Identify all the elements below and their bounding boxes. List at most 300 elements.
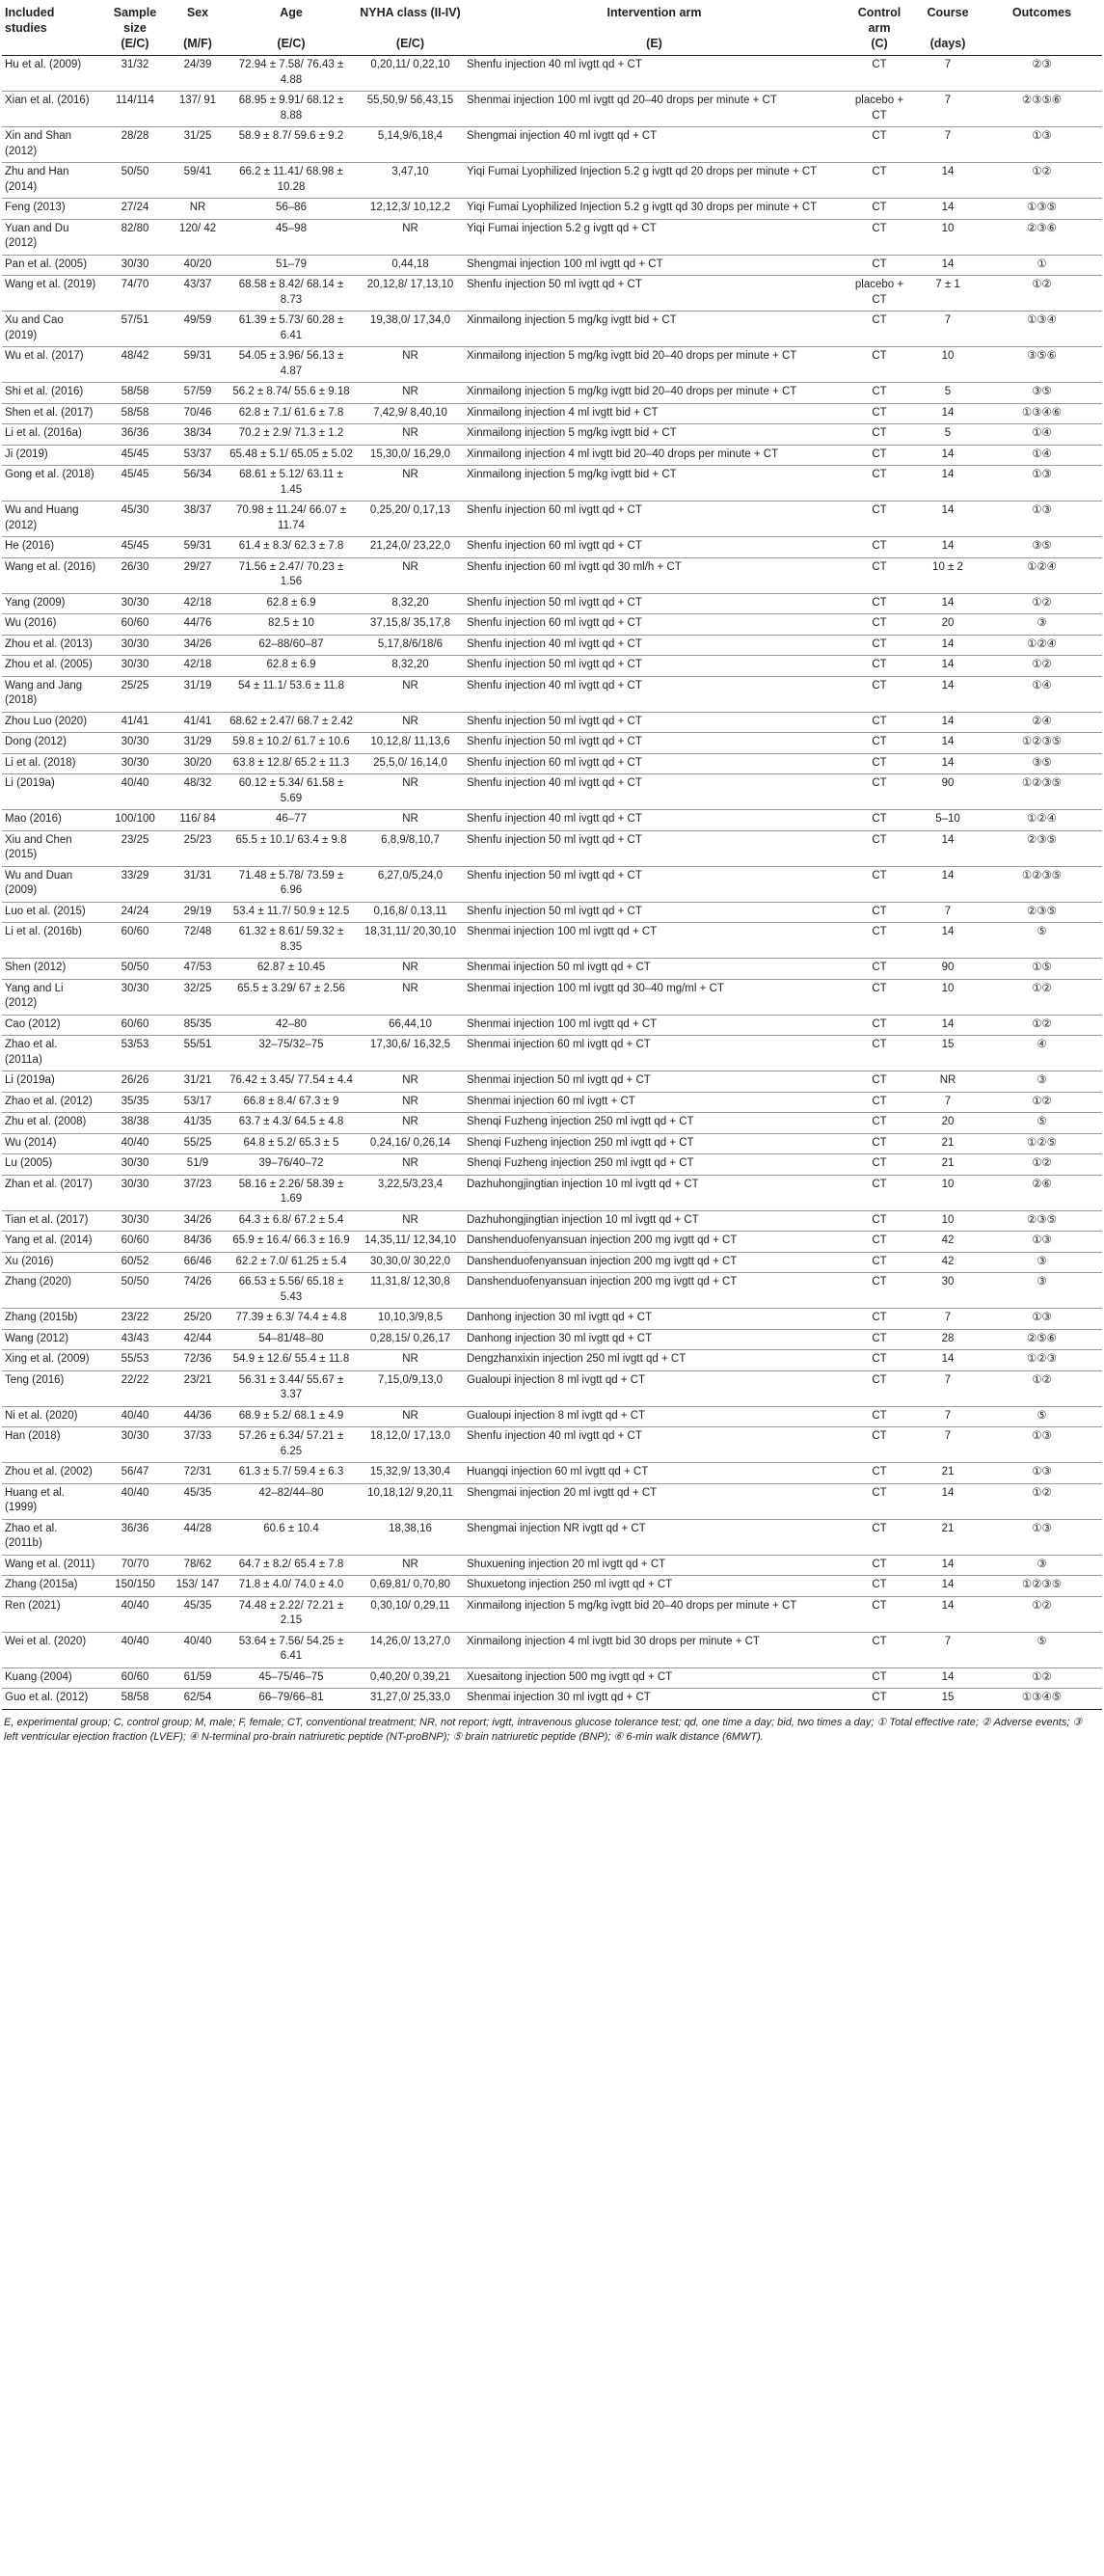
- cell-nyha: NR: [357, 219, 464, 255]
- cell-sex: 72/36: [170, 1350, 226, 1371]
- cell-intervention: Dazhuhongjingtian injection 10 ml ivgtt qd + CT: [464, 1175, 845, 1210]
- cell-sample-size: 53/53: [100, 1036, 170, 1071]
- table-row: [2, 312, 1102, 347]
- cell-outcomes: ①③: [982, 502, 1102, 537]
- cell-nyha: 0,16,8/ 0,13,11: [357, 902, 464, 923]
- cell-age: 32–75/32–75: [226, 1036, 357, 1071]
- cell-outcomes: ①②: [982, 1668, 1102, 1689]
- table-row: [2, 1309, 1102, 1330]
- cell-course: 21: [914, 1154, 982, 1176]
- cell-course: 14: [914, 753, 982, 774]
- cell-intervention: Shenfu injection 40 ml ivgtt qd + CT: [464, 774, 845, 810]
- cell-sex: 116/ 84: [170, 810, 226, 831]
- cell-age: 62.87 ± 10.45: [226, 959, 357, 980]
- cell-sex: 61/59: [170, 1668, 226, 1689]
- cell-sample-size: 25/25: [100, 676, 170, 712]
- col-subheader-control: (C): [845, 36, 914, 56]
- cell-course: NR: [914, 1071, 982, 1093]
- cell-sample-size: 26/30: [100, 557, 170, 593]
- cell-sample-size: 40/40: [100, 774, 170, 810]
- cell-study: Li (2019a): [2, 774, 100, 810]
- cell-intervention: Yiqi Fumai Lyophilized Injection 5.2 g ivgtt qd 20 drops per minute + CT: [464, 163, 845, 199]
- cell-intervention: Danshenduofenyansuan injection 200 mg ivgtt qd + CT: [464, 1232, 845, 1253]
- table-footnote: E, experimental group; C, control group; M, male; F, female; CT, conventional treatment; NR, not report; ivgtt, intravenous glucose tolerance test; qd, one time a day; bid, two times a day; ① Total effective rate; ② Adverse events; ③ left ventricular ejection fraction (LVEF); ④ N-terminal pro-brain natriuretic peptide (NT-proBNP); ⑤ brain natriuretic peptide (BNP); ⑥ 6-min walk distance (6MWT).: [4, 1716, 1083, 1743]
- cell-sex: 72/31: [170, 1463, 226, 1484]
- cell-sample-size: 60/60: [100, 1015, 170, 1036]
- cell-sex: 25/20: [170, 1309, 226, 1330]
- cell-control: CT: [845, 383, 914, 404]
- cell-sample-size: 60/52: [100, 1252, 170, 1273]
- cell-study: Yang and Li (2012): [2, 979, 100, 1015]
- cell-study: Zhou et al. (2002): [2, 1463, 100, 1484]
- table-row: [2, 56, 1102, 92]
- table-row: [2, 1210, 1102, 1232]
- cell-sample-size: 30/30: [100, 1427, 170, 1463]
- table-row: [2, 593, 1102, 614]
- cell-intervention: Shenfu injection 50 ml ivgtt qd + CT: [464, 830, 845, 866]
- cell-sample-size: 30/30: [100, 1175, 170, 1210]
- cell-course: 14: [914, 502, 982, 537]
- cell-course: 42: [914, 1232, 982, 1253]
- table-row: [2, 1092, 1102, 1113]
- cell-course: 7: [914, 56, 982, 92]
- cell-study: Wu and Huang (2012): [2, 502, 100, 537]
- table-row: [2, 403, 1102, 424]
- cell-intervention: Shenmai injection 100 ml ivgtt qd 20–40 drops per minute + CT: [464, 92, 845, 127]
- cell-age: 68.62 ± 2.47/ 68.7 ± 2.42: [226, 712, 357, 733]
- col-subheader-course: (days): [914, 36, 982, 56]
- table-row: [2, 219, 1102, 255]
- cell-intervention: Shenfu injection 50 ml ivgtt qd + CT: [464, 866, 845, 902]
- cell-control: CT: [845, 830, 914, 866]
- cell-nyha: 7,15,0/9,13,0: [357, 1370, 464, 1406]
- table-row: [2, 92, 1102, 127]
- table-row: [2, 1463, 1102, 1484]
- cell-control: CT: [845, 1463, 914, 1484]
- col-header-control: Control arm: [857, 6, 902, 35]
- cell-age: 74.48 ± 2.22/ 72.21 ± 2.15: [226, 1596, 357, 1632]
- cell-age: 70.98 ± 11.24/ 66.07 ± 11.74: [226, 502, 357, 537]
- cell-study: Wu (2016): [2, 614, 100, 636]
- cell-sex: 29/19: [170, 902, 226, 923]
- cell-study: Li (2019a): [2, 1071, 100, 1093]
- cell-intervention: Shuxuening injection 20 ml ivgtt qd + CT: [464, 1555, 845, 1576]
- cell-nyha: 0,28,15/ 0,26,17: [357, 1329, 464, 1350]
- table-row: [2, 614, 1102, 636]
- cell-control: CT: [845, 163, 914, 199]
- col-header-course: Course: [927, 6, 969, 19]
- cell-outcomes: ⑤: [982, 1632, 1102, 1668]
- cell-age: 64.3 ± 6.8/ 67.2 ± 5.4: [226, 1210, 357, 1232]
- cell-sample-size: 41/41: [100, 712, 170, 733]
- cell-intervention: Shenfu injection 50 ml ivgtt qd + CT: [464, 593, 845, 614]
- cell-sample-size: 35/35: [100, 1092, 170, 1113]
- cell-intervention: Xuesaitong injection 500 mg ivgtt qd + CT: [464, 1668, 845, 1689]
- cell-study: Ni et al. (2020): [2, 1406, 100, 1427]
- cell-outcomes: ③: [982, 1252, 1102, 1273]
- table-row: [2, 1406, 1102, 1427]
- cell-nyha: 5,17,8/6/18/6: [357, 635, 464, 656]
- cell-age: 64.7 ± 8.2/ 65.4 ± 7.8: [226, 1555, 357, 1576]
- cell-age: 65.48 ± 5.1/ 65.05 ± 5.02: [226, 445, 357, 466]
- cell-course: 7 ± 1: [914, 276, 982, 312]
- cell-sex: 25/23: [170, 830, 226, 866]
- cell-sample-size: 23/22: [100, 1309, 170, 1330]
- table-row: [2, 1370, 1102, 1406]
- cell-control: CT: [845, 1273, 914, 1309]
- cell-study: Wang et al. (2016): [2, 557, 100, 593]
- cell-control: CT: [845, 902, 914, 923]
- table-row: [2, 1483, 1102, 1519]
- cell-intervention: Shenfu injection 40 ml ivgtt qd + CT: [464, 676, 845, 712]
- cell-control: CT: [845, 866, 914, 902]
- col-subheader-sample-size: (E/C): [100, 36, 170, 56]
- cell-study: Li et al. (2016a): [2, 424, 100, 446]
- cell-course: 14: [914, 830, 982, 866]
- cell-course: 20: [914, 1113, 982, 1134]
- cell-intervention: Shenqi Fuzheng injection 250 ml ivgtt qd + CT: [464, 1113, 845, 1134]
- cell-study: Wang et al. (2019): [2, 276, 100, 312]
- cell-control: CT: [845, 656, 914, 677]
- cell-sex: 29/27: [170, 557, 226, 593]
- cell-nyha: 55,50,9/ 56,43,15: [357, 92, 464, 127]
- cell-sample-size: 23/25: [100, 830, 170, 866]
- cell-outcomes: ⑤: [982, 1113, 1102, 1134]
- cell-sample-size: 114/114: [100, 92, 170, 127]
- table-row: [2, 1175, 1102, 1210]
- cell-intervention: Yiqi Fumai injection 5.2 g ivgtt qd + CT: [464, 219, 845, 255]
- cell-study: Gong et al. (2018): [2, 466, 100, 502]
- table-row: [2, 830, 1102, 866]
- cell-outcomes: ①②: [982, 1154, 1102, 1176]
- cell-course: 14: [914, 1015, 982, 1036]
- cell-control: CT: [845, 466, 914, 502]
- cell-nyha: NR: [357, 1350, 464, 1371]
- cell-control: CT: [845, 733, 914, 754]
- cell-study: Hu et al. (2009): [2, 56, 100, 92]
- cell-outcomes: ①③: [982, 466, 1102, 502]
- cell-outcomes: ①⑤: [982, 959, 1102, 980]
- cell-intervention: Shenfu injection 50 ml ivgtt qd + CT: [464, 902, 845, 923]
- cell-sample-size: 36/36: [100, 424, 170, 446]
- cell-outcomes: ②③⑤⑥: [982, 92, 1102, 127]
- cell-age: 58.9 ± 8.7/ 59.6 ± 9.2: [226, 127, 357, 163]
- cell-nyha: 18,38,16: [357, 1519, 464, 1555]
- cell-study: Yang (2009): [2, 593, 100, 614]
- cell-course: 42: [914, 1252, 982, 1273]
- cell-sex: 24/39: [170, 56, 226, 92]
- cell-sex: 41/35: [170, 1113, 226, 1134]
- cell-age: 77.39 ± 6.3/ 74.4 ± 4.8: [226, 1309, 357, 1330]
- cell-intervention: Xinmailong injection 5 mg/kg ivgtt bid 20–40 drops per minute + CT: [464, 347, 845, 383]
- table-row: [2, 753, 1102, 774]
- cell-sample-size: 33/29: [100, 866, 170, 902]
- cell-nyha: 0,24,16/ 0,26,14: [357, 1133, 464, 1154]
- cell-control: CT: [845, 347, 914, 383]
- cell-course: 21: [914, 1519, 982, 1555]
- cell-outcomes: ①②④: [982, 810, 1102, 831]
- cell-age: 54.05 ± 3.96/ 56.13 ± 4.87: [226, 347, 357, 383]
- cell-nyha: 5,14,9/6,18,4: [357, 127, 464, 163]
- cell-control: CT: [845, 1133, 914, 1154]
- header-row-2: [2, 36, 1102, 56]
- cell-nyha: 17,30,6/ 16,32,5: [357, 1036, 464, 1071]
- table-row: [2, 979, 1102, 1015]
- cell-intervention: Gualoupi injection 8 ml ivgtt qd + CT: [464, 1406, 845, 1427]
- table-row: [2, 537, 1102, 558]
- cell-nyha: NR: [357, 1071, 464, 1093]
- table-row: [2, 466, 1102, 502]
- cell-course: 5–10: [914, 810, 982, 831]
- cell-outcomes: ①②: [982, 1370, 1102, 1406]
- cell-outcomes: ①②: [982, 1483, 1102, 1519]
- cell-sex: 56/34: [170, 466, 226, 502]
- cell-intervention: Shenfu injection 60 ml ivgtt qd + CT: [464, 502, 845, 537]
- cell-study: Wang and Jang (2018): [2, 676, 100, 712]
- cell-intervention: Shenqi Fuzheng injection 250 ml ivgtt qd + CT: [464, 1133, 845, 1154]
- cell-age: 42–80: [226, 1015, 357, 1036]
- cell-course: 14: [914, 255, 982, 276]
- cell-course: 14: [914, 1350, 982, 1371]
- cell-course: 5: [914, 383, 982, 404]
- cell-sex: 42/18: [170, 656, 226, 677]
- cell-sex: 53/37: [170, 445, 226, 466]
- cell-outcomes: ②③: [982, 56, 1102, 92]
- cell-control: CT: [845, 1370, 914, 1406]
- cell-sex: 38/37: [170, 502, 226, 537]
- cell-sex: 49/59: [170, 312, 226, 347]
- cell-sample-size: 57/51: [100, 312, 170, 347]
- table-row: [2, 347, 1102, 383]
- cell-course: 90: [914, 774, 982, 810]
- cell-outcomes: ①②⑤: [982, 1133, 1102, 1154]
- cell-outcomes: ①②③: [982, 1350, 1102, 1371]
- cell-course: 7: [914, 1406, 982, 1427]
- cell-sex: 43/37: [170, 276, 226, 312]
- cell-control: CT: [845, 1175, 914, 1210]
- table-row: [2, 1329, 1102, 1350]
- cell-nyha: 3,47,10: [357, 163, 464, 199]
- cell-sex: 137/ 91: [170, 92, 226, 127]
- cell-nyha: 10,18,12/ 9,20,11: [357, 1483, 464, 1519]
- cell-age: 68.95 ± 9.91/ 68.12 ± 8.88: [226, 92, 357, 127]
- cell-sex: 55/51: [170, 1036, 226, 1071]
- cell-intervention: Dazhuhongjingtian injection 10 ml ivgtt qd + CT: [464, 1210, 845, 1232]
- cell-age: 61.32 ± 8.61/ 59.32 ± 8.35: [226, 923, 357, 959]
- table-row: [2, 712, 1102, 733]
- cell-course: 90: [914, 959, 982, 980]
- cell-nyha: 25,5,0/ 16,14,0: [357, 753, 464, 774]
- table-row: [2, 445, 1102, 466]
- cell-outcomes: ①②: [982, 1596, 1102, 1632]
- cell-sex: 23/21: [170, 1370, 226, 1406]
- cell-age: 63.8 ± 12.8/ 65.2 ± 11.3: [226, 753, 357, 774]
- cell-outcomes: ①③: [982, 1519, 1102, 1555]
- cell-outcomes: ①②③⑤: [982, 1576, 1102, 1597]
- table-row: [2, 1154, 1102, 1176]
- cell-course: 10: [914, 347, 982, 383]
- cell-study: Wang et al. (2011): [2, 1555, 100, 1576]
- cell-sex: 44/28: [170, 1519, 226, 1555]
- cell-sample-size: 60/60: [100, 614, 170, 636]
- cell-intervention: Shenfu injection 40 ml ivgtt qd + CT: [464, 56, 845, 92]
- cell-age: 82.5 ± 10: [226, 614, 357, 636]
- cell-nyha: 19,38,0/ 17,34,0: [357, 312, 464, 347]
- cell-course: 14: [914, 1483, 982, 1519]
- table-row: [2, 1668, 1102, 1689]
- cell-age: 54.9 ± 12.6/ 55.4 ± 11.8: [226, 1350, 357, 1371]
- cell-study: Li et al. (2018): [2, 753, 100, 774]
- col-subheader-intervention: (E): [464, 36, 845, 56]
- cell-control: CT: [845, 1689, 914, 1710]
- cell-study: Luo et al. (2015): [2, 902, 100, 923]
- cell-nyha: 0,44,18: [357, 255, 464, 276]
- cell-course: 14: [914, 656, 982, 677]
- cell-course: 28: [914, 1329, 982, 1350]
- cell-age: 62.8 ± 7.1/ 61.6 ± 7.8: [226, 403, 357, 424]
- cell-outcomes: ①②③⑤: [982, 733, 1102, 754]
- table-row: [2, 676, 1102, 712]
- cell-intervention: Xinmailong injection 4 ml ivgtt bid 20–40 drops per minute + CT: [464, 445, 845, 466]
- cell-outcomes: ③: [982, 1555, 1102, 1576]
- cell-outcomes: ③: [982, 1273, 1102, 1309]
- cell-control: CT: [845, 1252, 914, 1273]
- cell-course: 21: [914, 1463, 982, 1484]
- cell-sex: 48/32: [170, 774, 226, 810]
- cell-control: CT: [845, 1427, 914, 1463]
- cell-sample-size: 50/50: [100, 163, 170, 199]
- cell-study: Li et al. (2016b): [2, 923, 100, 959]
- table-row: [2, 1252, 1102, 1273]
- cell-course: 14: [914, 923, 982, 959]
- cell-control: CT: [845, 255, 914, 276]
- cell-sample-size: 45/45: [100, 445, 170, 466]
- col-header-outcomes: Outcomes: [1011, 6, 1072, 19]
- table-row: [2, 276, 1102, 312]
- cell-control: CT: [845, 810, 914, 831]
- cell-age: 56–86: [226, 199, 357, 220]
- cell-sample-size: 38/38: [100, 1113, 170, 1134]
- cell-outcomes: ⑤: [982, 923, 1102, 959]
- cell-intervention: Shenfu injection 50 ml ivgtt qd + CT: [464, 276, 845, 312]
- cell-sample-size: 22/22: [100, 1370, 170, 1406]
- cell-age: 71.48 ± 5.78/ 73.59 ± 6.96: [226, 866, 357, 902]
- cell-intervention: Shenfu injection 60 ml ivgtt qd + CT: [464, 614, 845, 636]
- cell-course: 10: [914, 219, 982, 255]
- table-row: [2, 1689, 1102, 1710]
- cell-control: CT: [845, 1329, 914, 1350]
- cell-control: CT: [845, 1576, 914, 1597]
- cell-course: 7: [914, 312, 982, 347]
- cell-study: Dong (2012): [2, 733, 100, 754]
- cell-study: Wei et al. (2020): [2, 1632, 100, 1668]
- table-row: [2, 959, 1102, 980]
- cell-sample-size: 58/58: [100, 403, 170, 424]
- cell-nyha: 11,31,8/ 12,30,8: [357, 1273, 464, 1309]
- cell-nyha: NR: [357, 774, 464, 810]
- cell-sex: 85/35: [170, 1015, 226, 1036]
- cell-nyha: 15,32,9/ 13,30,4: [357, 1463, 464, 1484]
- cell-sex: 74/26: [170, 1273, 226, 1309]
- cell-nyha: NR: [357, 424, 464, 446]
- cell-study: Xin and Shan (2012): [2, 127, 100, 163]
- cell-age: 66.8 ± 8.4/ 67.3 ± 9: [226, 1092, 357, 1113]
- cell-age: 71.8 ± 4.0/ 74.0 ± 4.0: [226, 1576, 357, 1597]
- cell-control: CT: [845, 537, 914, 558]
- cell-sample-size: 60/60: [100, 1232, 170, 1253]
- cell-outcomes: ①③: [982, 1463, 1102, 1484]
- cell-study: Pan et al. (2005): [2, 255, 100, 276]
- cell-control: CT: [845, 1232, 914, 1253]
- cell-sex: 45/35: [170, 1596, 226, 1632]
- table-row: [2, 1427, 1102, 1463]
- cell-nyha: NR: [357, 1154, 464, 1176]
- cell-intervention: Shenmai injection 30 ml ivgtt qd + CT: [464, 1689, 845, 1710]
- cell-sample-size: 56/47: [100, 1463, 170, 1484]
- cell-sample-size: 28/28: [100, 127, 170, 163]
- cell-intervention: Shengmai injection 100 ml ivgtt qd + CT: [464, 255, 845, 276]
- cell-study: Kuang (2004): [2, 1668, 100, 1689]
- cell-intervention: Xinmailong injection 5 mg/kg ivgtt bid 20–40 drops per minute + CT: [464, 383, 845, 404]
- table-row: [2, 424, 1102, 446]
- cell-control: placebo + CT: [845, 276, 914, 312]
- cell-sample-size: 40/40: [100, 1596, 170, 1632]
- cell-sample-size: 40/40: [100, 1483, 170, 1519]
- cell-outcomes: ①③④⑥: [982, 403, 1102, 424]
- cell-intervention: Shuxuetong injection 250 ml ivgtt qd + CT: [464, 1576, 845, 1597]
- cell-control: CT: [845, 312, 914, 347]
- cell-sex: 31/31: [170, 866, 226, 902]
- cell-sex: 31/19: [170, 676, 226, 712]
- cell-intervention: Danshenduofenyansuan injection 200 mg ivgtt qd + CT: [464, 1252, 845, 1273]
- cell-sex: 55/25: [170, 1133, 226, 1154]
- cell-nyha: NR: [357, 959, 464, 980]
- cell-outcomes: ①③⑤: [982, 199, 1102, 220]
- table-row: [2, 810, 1102, 831]
- cell-intervention: Xinmailong injection 5 mg/kg ivgtt bid + CT: [464, 424, 845, 446]
- cell-sample-size: 30/30: [100, 753, 170, 774]
- cell-sex: 32/25: [170, 979, 226, 1015]
- cell-outcomes: ③⑤: [982, 383, 1102, 404]
- cell-control: CT: [845, 1555, 914, 1576]
- cell-intervention: Xinmailong injection 4 ml ivgtt bid 30 drops per minute + CT: [464, 1632, 845, 1668]
- cell-intervention: Shenfu injection 60 ml ivgtt qd + CT: [464, 753, 845, 774]
- cell-control: CT: [845, 1036, 914, 1071]
- cell-control: CT: [845, 959, 914, 980]
- cell-control: CT: [845, 979, 914, 1015]
- cell-control: CT: [845, 1154, 914, 1176]
- cell-study: Huang et al. (1999): [2, 1483, 100, 1519]
- cell-sex: 59/31: [170, 347, 226, 383]
- cell-control: CT: [845, 502, 914, 537]
- cell-course: 14: [914, 403, 982, 424]
- cell-sex: 72/48: [170, 923, 226, 959]
- cell-control: CT: [845, 593, 914, 614]
- cell-age: 62–88/60–87: [226, 635, 357, 656]
- cell-outcomes: ①②: [982, 1092, 1102, 1113]
- cell-course: 5: [914, 424, 982, 446]
- cell-sample-size: 26/26: [100, 1071, 170, 1093]
- cell-intervention: Shenfu injection 50 ml ivgtt qd + CT: [464, 712, 845, 733]
- cell-sample-size: 27/24: [100, 199, 170, 220]
- col-subheader-sex: (M/F): [170, 36, 226, 56]
- table-row: [2, 774, 1102, 810]
- cell-course: 14: [914, 1668, 982, 1689]
- cell-sample-size: 30/30: [100, 656, 170, 677]
- cell-age: 54–81/48–80: [226, 1329, 357, 1350]
- cell-nyha: 0,30,10/ 0,29,11: [357, 1596, 464, 1632]
- cell-sex: 30/20: [170, 753, 226, 774]
